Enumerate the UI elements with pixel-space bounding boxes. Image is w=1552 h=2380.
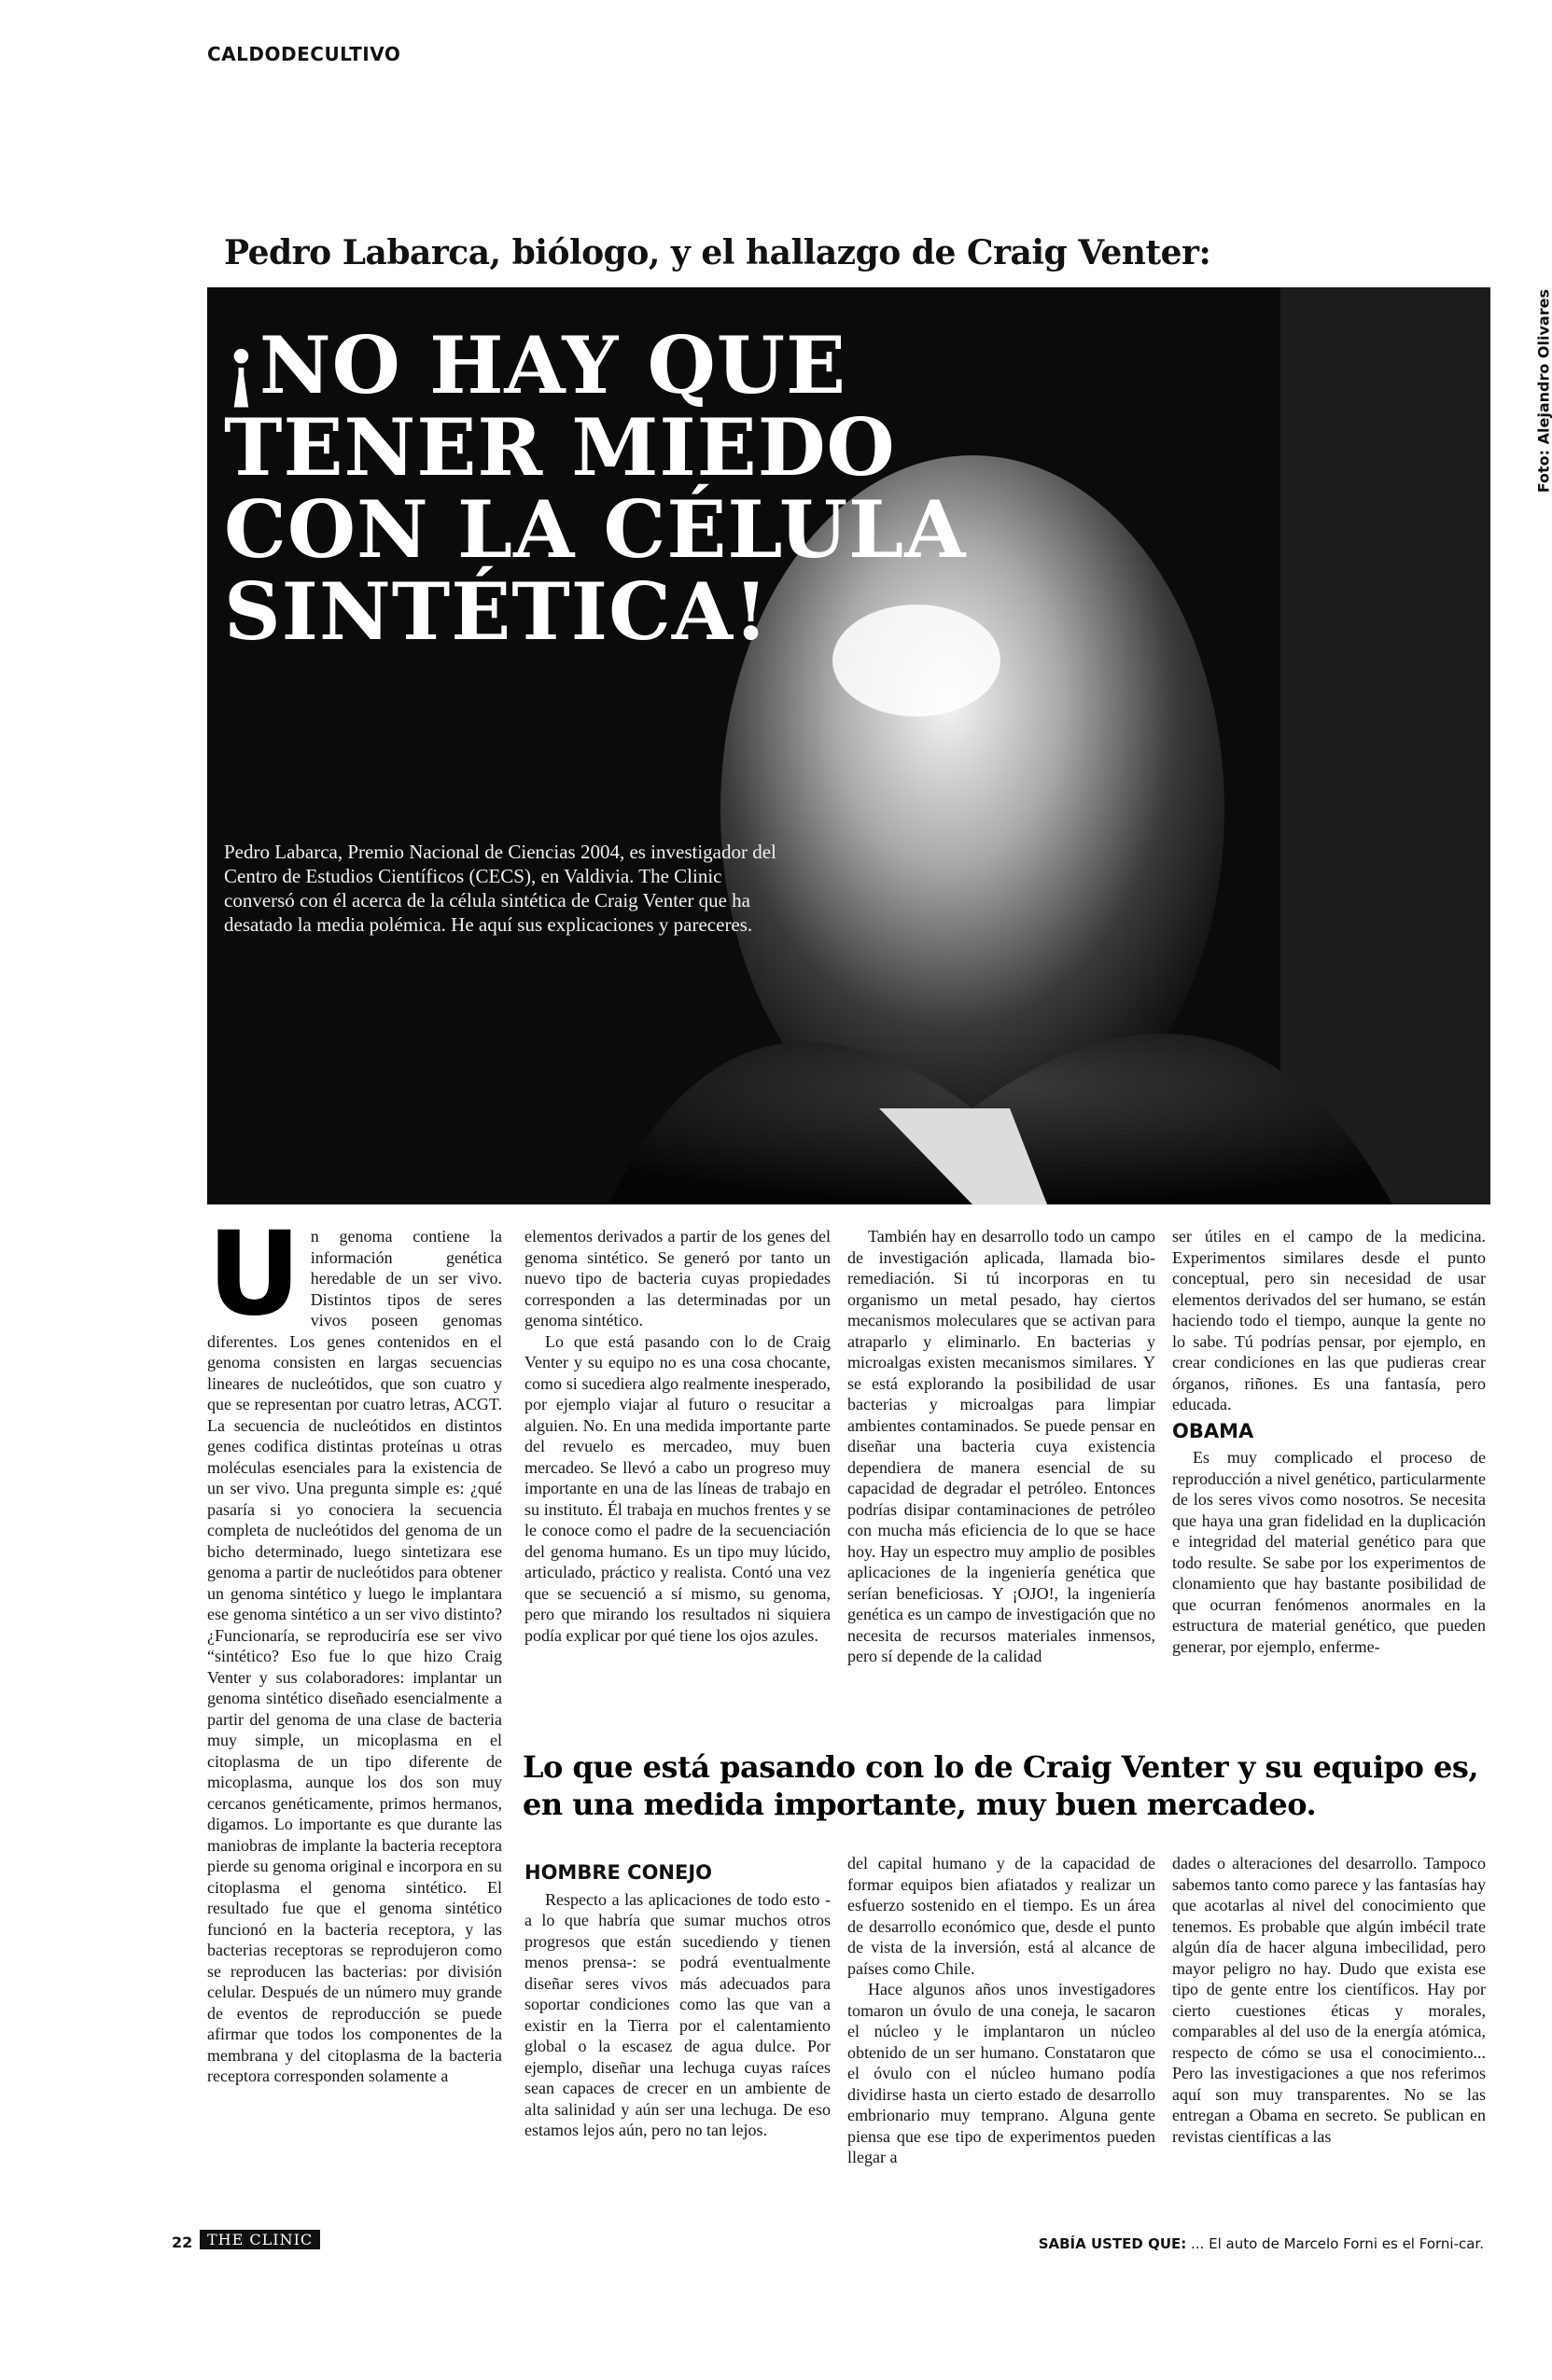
footer-fact-label: SABÍA USTED QUE: <box>1038 2235 1187 2252</box>
hero-photo <box>207 287 1490 1204</box>
article-column-4c <box>1172 1853 1486 2147</box>
article-column-3b <box>847 1853 1155 2168</box>
paragraph: n genoma contiene la información genética heredable de un ser vivo. Distintos tipos de seres vivos poseen genomas diferentes. Los genes contenidos en el genoma consisten en largas secuencias lineares de nucleótidos, que son cuatro y que se representan por cuatro letras, ACGT. La secuencia de nucleótidos en distintos genes codifica distintas proteínas u otras moléculas esenciales para la existencia de un ser vivo. Una pregunta simple es: ¿qué pasaría si yo conociera la secuencia completa de nucleótidos del genoma de un bicho determinado, luego sintetizara ese genoma a partir de nucleótidos para obtener un genoma sintético y luego le implantara ese genoma sintético a un ser vivo distinto? ¿Funcionaría, se reproduciría ese ser vivo “sintético? Eso fue lo que hizo Craig Venter y sus colaboradores: implantar un genoma sintético diseñado esencialmente a partir del genoma de una clase de bacteria muy simple, un micoplasma en el citoplasma de un tipo diferente de micoplasma, aunque los dos son muy cercanos genéticamente, primos hermanos, digamos. Lo importante es que durante las maniobras de implante la bacteria receptora pierde su genoma original e incorpora en su citoplasma el genoma sintético. El resultado fue que el genoma sintético funcionó en la bacteria receptora, y las bacterias receptoras se reprodujeron como se reproducen las bacterias: por división celular. Después de un número muy grande de eventos de reproducción se puede afirmar que todos los componentes de la membrana y del citoplasma de la bacteria receptora corresponden solamente a <box>207 1227 502 2085</box>
subhead-hombre-conejo: HOMBRE CONEJO <box>524 1861 713 1884</box>
paragraph: Respecto a las aplicaciones de todo esto -a lo que habría que sumar muchos otros progresos que están sucediendo y tienen menos prensa-: se podrá eventualmente diseñar seres vivos más adecuados para soportar condiciones como las que van a existir en la Tierra por el calentamiento global o la escasez de agua dulce. Por ejemplo, diseñar una lechuga cuyas raíces sean capaces de crecer en un ambiente de alta salinidad y aún ser una lechuga. De eso estamos lejos aún, pero no tan lejos. <box>524 1889 831 2139</box>
headline: ¡NO HAY QUE TENER MIEDO CON LA CÉLULA SINTÉTICA! <box>224 319 967 658</box>
paragraph: Es muy complicado el proceso de reproducción a nivel genético, particularmente de los seres vivos como nosotros. Se necesita que haya una gran fidelidad en la duplicación e integridad del material genético para que todo resulte. Se sabe por los experimentos de clonamiento que hay bastante posibilidad de que ocurran fenómenos anormales en la estructura de material genético, que pueden generar, por ejemplo, enferme- <box>1172 1448 1486 1656</box>
paragraph: También hay en desarrollo todo un campo de investigación aplicada, llamada bio-remediación. Si tú incorporas en tu organismo un metal pesado, hay ciertos mecanismos moleculares que se activan para atraparlo y eliminarlo. En bacterias y microalgas existen mecanismos similares. Y se está explorando la posibilidad de usar bacterias y microalgas para limpiar ambientes contaminados. Se puede pensar en diseñar una bacteria cuya existencia dependiera de manera esencial de su capacidad de degradar el petróleo. Entonces podrías disipar contaminaciones de petróleo con mucha más eficiencia de lo que se hace hoy. Hay un espectro muy amplio de posibles aplicaciones de la ingeniería genética que serían beneficiosas. Y ¡OJO!, la ingeniería genética es un campo de investigación que no necesita de recursos materiales inmensos, pero sí depende de la calidad <box>847 1227 1155 1665</box>
article-column-2b <box>524 1857 831 2141</box>
pull-quote: Lo que está pasando con lo de Craig Venter y su equipo es, en una medida importante, muy buen mercadeo. <box>523 1749 1478 1822</box>
article-kicker: Pedro Labarca, biólogo, y el hallazgo de Craig Venter: <box>224 233 1211 272</box>
photo-credit: Foto: Alejandro Olivares <box>1534 289 1552 494</box>
paragraph: del capital humano y de la capacidad de formar equipos bien afiatados y realizar un esfuerzo sostenido en el tiempo. Es un área de desarrollo económico que, desde el punto de vista de la inversión, está al alcance de países como Chile. <box>847 1854 1155 1978</box>
paragraph: elementos derivados a partir de los genes del genoma sintético. Se generó por tanto un nuevo tipo de bacteria cuyas propiedades corresponden a las determinadas por un genoma sintético. <box>524 1227 831 1329</box>
paragraph: ser útiles en el campo de la medicina. Experimentos similares desde el punto conceptual, pero sin necesidad de usar elementos derivados del ser humano, se están haciendo todo el tiempo, aunque la gente no lo sabe. Tú podrías pensar, por ejemplo, en crear condiciones en las que pudieras crear órganos, riñones. Es una fantasía, pero educada. <box>1172 1227 1486 1413</box>
magazine-logo: THE CLINIC <box>200 2230 320 2249</box>
article-dek: Pedro Labarca, Premio Nacional de Ciencias 2004, es investigador del Centro de Estudios Científicos (CECS), en Valdivia. The Clinic conversó con él acerca de la célula sintética de Craig Venter que ha desatado la media polémica. He aquí sus explicaciones y pareceres. <box>224 841 776 936</box>
footer-fact-text: ... El auto de Marcelo Forni es el Forni-car. <box>1191 2235 1484 2252</box>
article-column-2 <box>524 1226 831 1646</box>
paragraph: dades o alteraciones del desarrollo. Tampoco sabemos tanto como parece y las fantasías hay que acotarlas al nivel del conocimiento que tenemos. Es probable que algún imbécil trate algún día de hacer alguna imbecilidad, pero mayor peligro no hay. Dudo que exista ese tipo de gente entre los científicos. Hay por cierto cuestiones éticas y morales, comparables al del uso de la energía atómica, respecto de cómo se usa el conocimiento... Pero las investigaciones a que nos referimos aquí son muy transparentes. No se las entregan a Obama en secreto. Se publican en revistas científicas a las <box>1172 1854 1486 2146</box>
drop-cap: U <box>207 1207 301 1342</box>
article-column-4 <box>1172 1226 1486 1657</box>
subhead-obama: OBAMA <box>1172 1419 1254 1442</box>
section-tag: CALDODECULTIVO <box>207 43 401 65</box>
paragraph: Lo que está pasando con lo de Craig Venter y su equipo no es una cosa chocante, como si sucediera algo realmente inesperado, por ejemplo viajar al futuro o resucitar a alguien. No. En una medida importante parte del revuelo es mercadeo, muy buen mercadeo. Se llevó a cabo un progreso muy importante en una de las líneas de trabajo en su instituto. Él trabaja en muchos frentes y se le conoce como el padre de la secuenciación del genoma humano. Es un tipo muy lúcido, articulado, práctico y realista. Contó una vez que se secuenció a sí mismo, su genoma, pero que mirando los resultados ni siquiera podía explicar por qué tiene los ojos azules. <box>524 1331 831 1645</box>
paragraph: Hace algunos años unos investigadores tomaron un óvulo de una coneja, le sacaron el núcleo y le implantaron un núcleo obtenido de un ser humano. Constataron que el óvulo con el núcleo humano podía dividirse hasta un cierto estado de desarrollo embrionario muy temprano. Alguna gente piensa que ese tipo de experimentos pueden llegar a <box>847 1980 1155 2166</box>
article-column-3 <box>847 1226 1155 1667</box>
page-number: 22 <box>172 2234 193 2251</box>
article-column-1 <box>207 1207 502 2087</box>
footer-fact <box>1039 2235 1484 2252</box>
